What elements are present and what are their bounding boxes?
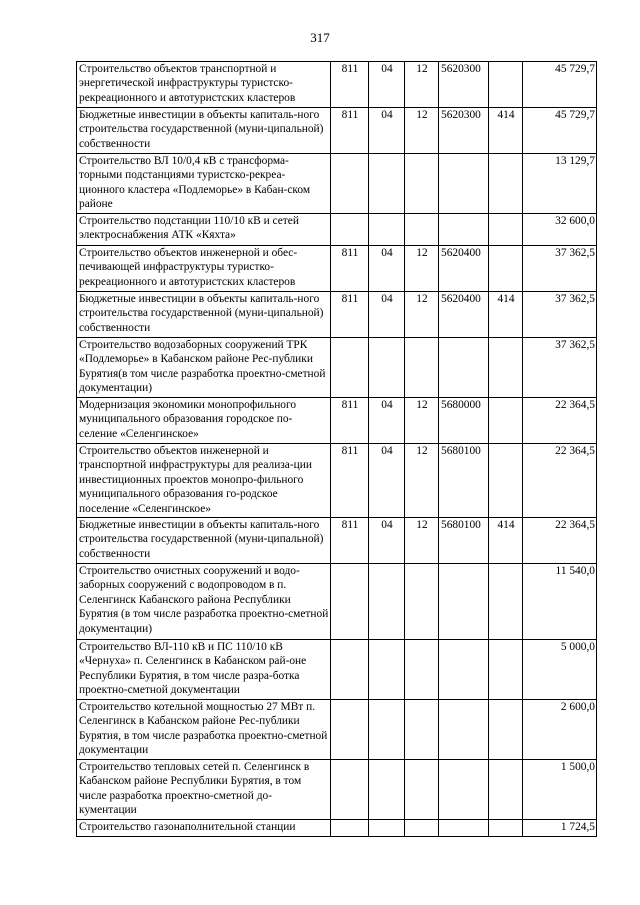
row-sum: 32 600,0 xyxy=(523,214,597,246)
row-vr: 414 xyxy=(489,108,523,154)
row-ved: 811 xyxy=(331,398,369,444)
row-name: Бюджетные инвестиции в объекты капиталь-ного строительства государственной (муни-ципальной) собственности xyxy=(77,108,331,154)
row-sum: 37 362,5 xyxy=(523,338,597,398)
row-ved xyxy=(331,154,369,214)
row-vr xyxy=(489,820,523,837)
row-rz xyxy=(369,564,405,640)
row-rz xyxy=(369,338,405,398)
row-name: Строительство ВЛ-110 кВ и ПС 110/10 кВ «Чернуха» п. Селенгинск в Кабанском рай-оне Республики Бурятия, в том числе разра-ботка проектно-сметной документации xyxy=(77,640,331,700)
row-csr xyxy=(439,700,489,760)
row-ved: 811 xyxy=(331,62,369,108)
row-pr: 12 xyxy=(405,108,439,154)
row-csr: 5680100 xyxy=(439,444,489,518)
row-sum: 45 729,7 xyxy=(523,108,597,154)
row-rz xyxy=(369,214,405,246)
row-sum: 22 364,5 xyxy=(523,398,597,444)
row-csr xyxy=(439,640,489,700)
row-rz: 04 xyxy=(369,444,405,518)
row-csr xyxy=(439,338,489,398)
row-ved xyxy=(331,760,369,820)
row-name: Строительство объектов транспортной и энергетической инфраструктуры туристско-рекреационного и автотуристских кластеров xyxy=(77,62,331,108)
row-name: Модернизация экономики монопрофильного муниципального образования городское по-селение «Селенгинское» xyxy=(77,398,331,444)
row-csr: 5620400 xyxy=(439,292,489,338)
row-pr xyxy=(405,564,439,640)
row-rz xyxy=(369,760,405,820)
row-csr xyxy=(439,760,489,820)
row-name: Строительство газонаполнительной станции xyxy=(77,820,331,837)
budget-table xyxy=(76,61,597,837)
row-name: Бюджетные инвестиции в объекты капиталь-ного строительства государственной (муни-ципальной) собственности xyxy=(77,518,331,564)
row-rz xyxy=(369,640,405,700)
row-pr xyxy=(405,700,439,760)
row-vr: 414 xyxy=(489,292,523,338)
table-row xyxy=(77,518,597,564)
row-sum: 2 600,0 xyxy=(523,700,597,760)
table-row xyxy=(77,398,597,444)
row-pr: 12 xyxy=(405,518,439,564)
row-vr xyxy=(489,760,523,820)
row-ved xyxy=(331,338,369,398)
row-rz xyxy=(369,700,405,760)
row-ved: 811 xyxy=(331,444,369,518)
row-csr xyxy=(439,154,489,214)
row-ved: 811 xyxy=(331,246,369,292)
row-sum: 11 540,0 xyxy=(523,564,597,640)
row-pr xyxy=(405,640,439,700)
table-row xyxy=(77,338,597,398)
row-rz xyxy=(369,154,405,214)
row-ved: 811 xyxy=(331,518,369,564)
table-row xyxy=(77,760,597,820)
row-csr: 5680100 xyxy=(439,518,489,564)
row-ved xyxy=(331,214,369,246)
row-ved xyxy=(331,700,369,760)
table-row xyxy=(77,154,597,214)
table-row xyxy=(77,564,597,640)
row-pr: 12 xyxy=(405,246,439,292)
table-row xyxy=(77,292,597,338)
table-row xyxy=(77,700,597,760)
row-ved xyxy=(331,820,369,837)
row-vr xyxy=(489,246,523,292)
row-sum: 1 724,5 xyxy=(523,820,597,837)
row-pr: 12 xyxy=(405,292,439,338)
table-row xyxy=(77,820,597,837)
row-name: Строительство подстанции 110/10 кВ и сетей электроснабжения АТК «Кяхта» xyxy=(77,214,331,246)
row-vr xyxy=(489,62,523,108)
row-name: Строительство тепловых сетей п. Селенгинск в Кабанском районе Республики Бурятия, в том числе разработка проектно-сметной до-кументации xyxy=(77,760,331,820)
row-rz: 04 xyxy=(369,62,405,108)
row-rz: 04 xyxy=(369,246,405,292)
row-vr xyxy=(489,564,523,640)
table-row xyxy=(77,62,597,108)
row-sum: 37 362,5 xyxy=(523,246,597,292)
row-pr: 12 xyxy=(405,444,439,518)
row-sum: 13 129,7 xyxy=(523,154,597,214)
row-name: Строительство водозаборных сооружений ТРК «Подлеморье» в Кабанском районе Рес-публики Бурятия(в том числе разработка проектно-сметной документации) xyxy=(77,338,331,398)
table-row xyxy=(77,214,597,246)
row-name: Бюджетные инвестиции в объекты капиталь-ного строительства государственной (муни-ципальной) собственности xyxy=(77,292,331,338)
row-vr xyxy=(489,700,523,760)
row-pr xyxy=(405,760,439,820)
row-csr xyxy=(439,820,489,837)
row-pr: 12 xyxy=(405,398,439,444)
row-name: Строительство объектов инженерной и обес-печивающей инфраструктуры туристко-рекреационного и автотуристских кластеров xyxy=(77,246,331,292)
row-sum: 5 000,0 xyxy=(523,640,597,700)
row-sum: 22 364,5 xyxy=(523,444,597,518)
row-vr xyxy=(489,338,523,398)
row-rz: 04 xyxy=(369,292,405,338)
row-rz: 04 xyxy=(369,518,405,564)
row-rz: 04 xyxy=(369,108,405,154)
row-rz xyxy=(369,820,405,837)
row-vr: 414 xyxy=(489,518,523,564)
table-row xyxy=(77,444,597,518)
row-pr xyxy=(405,338,439,398)
row-rz: 04 xyxy=(369,398,405,444)
row-vr xyxy=(489,398,523,444)
row-pr xyxy=(405,820,439,837)
row-csr: 5620400 xyxy=(439,246,489,292)
row-name: Строительство ВЛ 10/0,4 кВ с трансформа-торными подстанциями туристско-рекреа-ционного кластера «Подлеморье» в Кабан-ском районе xyxy=(77,154,331,214)
row-csr: 5620300 xyxy=(439,108,489,154)
row-name: Строительство очистных сооружений и водо-заборных сооружений с водопроводом в п. Селенгинск Кабанского района Республики Бурятия (в том числе разработка проектно-сметной документации) xyxy=(77,564,331,640)
row-csr xyxy=(439,214,489,246)
row-ved: 811 xyxy=(331,108,369,154)
row-sum: 45 729,7 xyxy=(523,62,597,108)
row-sum: 1 500,0 xyxy=(523,760,597,820)
row-vr xyxy=(489,444,523,518)
row-vr xyxy=(489,214,523,246)
row-name: Строительство котельной мощностью 27 МВт п. Селенгинск в Кабанском районе Рес-публики Бурятия, в том числе разработка проектно-сметной документации xyxy=(77,700,331,760)
row-csr xyxy=(439,564,489,640)
row-vr xyxy=(489,154,523,214)
row-ved xyxy=(331,640,369,700)
row-csr: 5620300 xyxy=(439,62,489,108)
table-row xyxy=(77,108,597,154)
table-row xyxy=(77,640,597,700)
row-sum: 37 362,5 xyxy=(523,292,597,338)
row-name: Строительство объектов инженерной и транспортной инфраструктуры для реализа-ции инвестиционных проектов монопро-фильного муниципального образования го-родское поселение «Селенгинское» xyxy=(77,444,331,518)
row-pr: 12 xyxy=(405,62,439,108)
row-sum: 22 364,5 xyxy=(523,518,597,564)
row-ved xyxy=(331,564,369,640)
row-pr xyxy=(405,214,439,246)
table-row xyxy=(77,246,597,292)
row-vr xyxy=(489,640,523,700)
row-csr: 5680000 xyxy=(439,398,489,444)
page-number: 317 xyxy=(310,30,330,45)
row-ved: 811 xyxy=(331,292,369,338)
row-pr xyxy=(405,154,439,214)
